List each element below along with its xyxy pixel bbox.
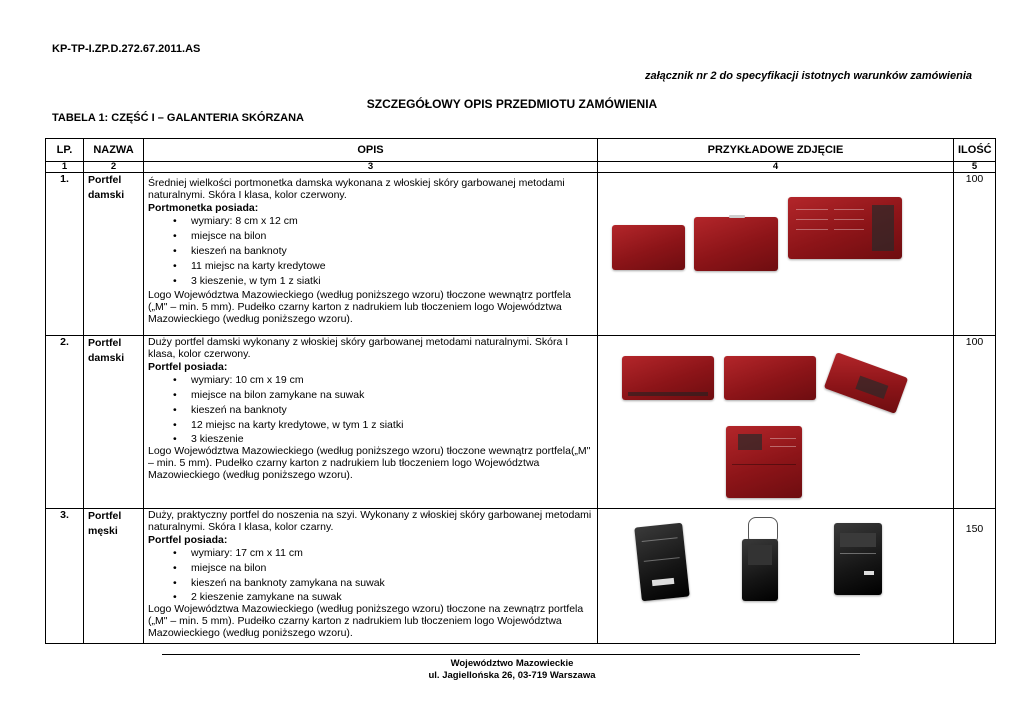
document-reference: KP-TP-I.ZP.D.272.67.2011.AS <box>52 43 201 55</box>
product-photo <box>598 336 954 509</box>
wallet-photo <box>634 523 689 602</box>
quantity: 100 <box>954 173 996 336</box>
wallet-photo <box>612 225 685 270</box>
column-number: 2 <box>84 162 144 173</box>
feature-item: • 12 miejsc na karty kredytowe, w tym 1 z siatki <box>191 418 593 433</box>
row-number: 2. <box>46 336 84 509</box>
feature-item: • 11 miejsc na karty kredytowe <box>191 259 593 274</box>
column-number: 5 <box>954 162 996 173</box>
table-row <box>46 509 996 644</box>
header-description: OPIS <box>144 139 598 162</box>
product-name <box>84 173 144 336</box>
wallet-photo <box>834 523 882 595</box>
wallet-photo <box>726 426 802 498</box>
table-title: TABELA 1: CZĘŚĆ I – GALANTERIA SKÓRZANA <box>52 112 304 124</box>
features-heading: Portfel posiada: <box>148 360 228 373</box>
row-number: 1. <box>46 173 84 336</box>
feature-item: • wymiary: 17 cm x 11 cm <box>191 546 593 561</box>
product-name-line: męski <box>88 525 118 537</box>
wallet-photo <box>622 356 714 400</box>
product-description <box>144 336 598 509</box>
logo-requirements: Logo Województwa Mazowieckiego (według poniższego wzoru) tłoczone wewnątrz portfela(„M" – min. 5 mm). Pudełko czarny karton z nadrukiem lub tłoczeniem logo Województwa Mazowieckiego (według poniższego wzoru). <box>148 444 591 482</box>
product-name <box>84 336 144 509</box>
logo-requirements: Logo Województwa Mazowieckiego (według poniższego wzoru) tłoczone na zewnątrz portfela („M" – min. 5 mm). Pudełko czarny karton z nadrukiem lub tłoczeniem logo Województwa Mazowieckiego (według poniższego wzoru). <box>148 602 584 640</box>
quantity-value: 150 <box>965 523 984 535</box>
footer-divider <box>162 654 860 655</box>
table-row <box>46 173 996 336</box>
wallet-photo <box>788 197 902 259</box>
header-photo: PRZYKŁADOWE ZDJĘCIE <box>598 139 954 162</box>
wallet-photo <box>824 352 908 414</box>
feature-item: • miejsce na bilon <box>191 229 593 244</box>
quantity <box>954 509 996 644</box>
description-intro: Duży portfel damski wykonany z włoskiej skóry garbowanej metodami naturalnymi. Skóra I klasa, kolor czerwony. <box>148 336 569 361</box>
description-intro: Duży, praktyczny portfel do noszenia na szyi. Wykonany z włoskiej skóry garbowanej metodami naturalnymi. Skóra I klasa, kolor czarny. <box>148 509 592 534</box>
product-photo <box>598 173 954 336</box>
feature-item: • miejsce na bilon zamykane na suwak <box>191 388 593 403</box>
column-number: 1 <box>46 162 84 173</box>
feature-item: • kieszeń na banknoty <box>191 403 593 418</box>
feature-item: • kieszeń na banknoty <box>191 244 593 259</box>
wallet-photo <box>724 356 816 400</box>
features-list <box>148 214 593 289</box>
features-heading: Portfel posiada: <box>148 533 228 546</box>
wallet-photo <box>694 217 778 271</box>
product-description <box>144 509 598 644</box>
feature-item: • miejsce na bilon <box>191 561 593 576</box>
quantity: 100 <box>954 336 996 509</box>
description-intro: Średniej wielkości portmonetka damska wykonana z włoskiej skóry garbowanej metodami naturalnymi. Skóra I klasa, kolor czerwony. <box>148 177 565 202</box>
header-lp: LP. <box>46 139 84 162</box>
product-name-line: Portfel <box>88 174 122 186</box>
feature-item: • 3 kieszenie, w tym 1 z siatki <box>191 274 593 289</box>
features-heading: Portmonetka posiada: <box>148 201 259 214</box>
attachment-note: załącznik nr 2 do specyfikacji istotnych warunków zamówienia <box>644 70 972 82</box>
row-number: 3. <box>46 509 84 644</box>
product-photo <box>598 509 954 644</box>
product-name <box>84 509 144 644</box>
feature-item: • 2 kieszenie zamykane na suwak <box>191 591 593 603</box>
product-name-line: damski <box>88 352 125 364</box>
product-name-line: Portfel <box>88 510 122 522</box>
product-description <box>144 173 598 336</box>
column-number-row <box>46 162 996 173</box>
feature-item: • 3 kieszenie <box>191 433 593 445</box>
feature-item: • wymiary: 10 cm x 19 cm <box>191 373 593 388</box>
features-list <box>148 546 593 603</box>
product-name-line: damski <box>88 189 125 201</box>
footer-organization: Województwo Mazowieckie <box>450 658 574 669</box>
feature-item: • wymiary: 8 cm x 12 cm <box>191 214 593 229</box>
footer-address: ul. Jagiellońska 26, 03-719 Warszawa <box>428 670 596 681</box>
logo-requirements: Logo Województwa Mazowieckiego (według poniższego wzoru) tłoczone wewnątrz portfela („M" – min. 5 mm). Pudełko czarny karton z nadrukiem lub tłoczeniem logo Województwa Mazowieckiego (według poniższego wzoru). <box>148 288 571 326</box>
header-name: NAZWA <box>84 139 144 162</box>
header-quantity: ILOŚĆ <box>954 139 996 162</box>
table-row <box>46 336 996 509</box>
feature-item: • kieszeń na banknoty zamykana na suwak <box>191 576 593 591</box>
features-list <box>148 373 593 445</box>
specification-table <box>45 138 996 644</box>
product-name-line: Portfel <box>88 337 122 349</box>
header-row <box>46 139 996 162</box>
column-number: 3 <box>144 162 598 173</box>
column-number: 4 <box>598 162 954 173</box>
wallet-photo <box>742 539 778 601</box>
page-title: SZCZEGÓŁOWY OPIS PRZEDMIOTU ZAMÓWIENIA <box>366 97 658 111</box>
